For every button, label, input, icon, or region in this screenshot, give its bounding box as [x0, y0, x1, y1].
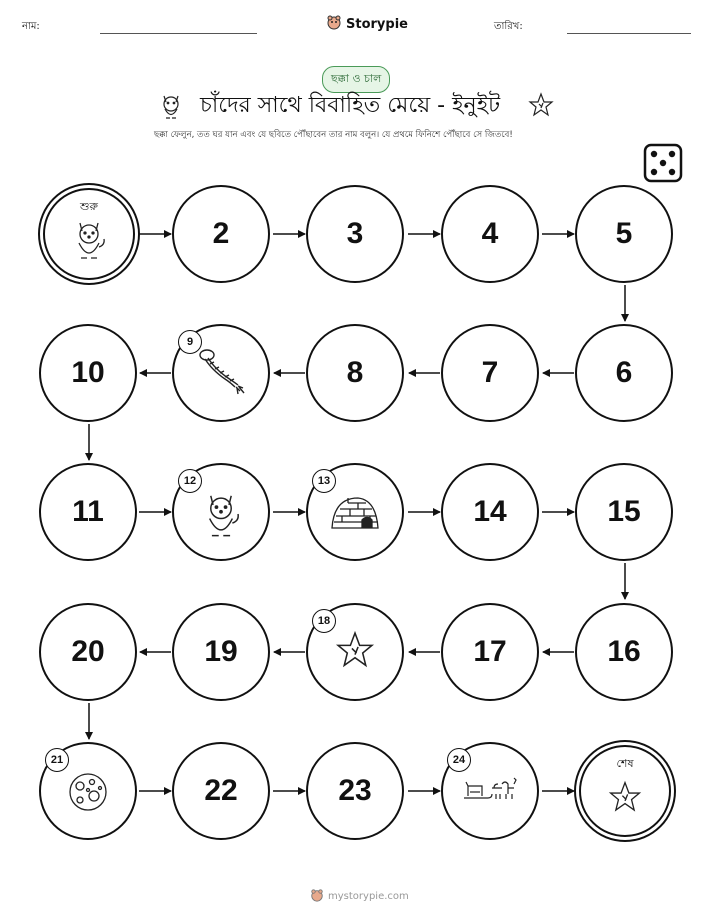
- igloo-icon: [328, 494, 382, 538]
- dog-icon: [69, 217, 109, 265]
- cell-24[interactable]: [441, 742, 539, 840]
- cell-11[interactable]: [39, 463, 137, 561]
- cell-20[interactable]: [39, 603, 137, 701]
- cell-number: 7: [481, 356, 499, 389]
- date-label: তারিখ:: [494, 21, 523, 32]
- cell-18[interactable]: [306, 603, 404, 701]
- storypie-logo-icon: [310, 888, 324, 905]
- cell-number: 22: [204, 774, 238, 807]
- cell-23[interactable]: [306, 742, 404, 840]
- cell-5[interactable]: [575, 185, 673, 283]
- cell-number: 14: [473, 495, 507, 528]
- cell-3[interactable]: [306, 185, 404, 283]
- cell-end[interactable]: [579, 745, 671, 837]
- dog-icon: [198, 489, 244, 543]
- cell-2[interactable]: [172, 185, 270, 283]
- cell-number: 6: [615, 356, 633, 389]
- cell-number: 11: [72, 495, 104, 528]
- cell-number: 2: [212, 217, 230, 250]
- cell-tag: 24: [447, 748, 471, 772]
- cell-start[interactable]: [43, 188, 135, 280]
- cell-number: 17: [473, 635, 507, 668]
- cell-tag: 21: [45, 748, 69, 772]
- cell-22[interactable]: [172, 742, 270, 840]
- cell-19[interactable]: [172, 603, 270, 701]
- sled-icon: [462, 774, 518, 808]
- cell-9[interactable]: [172, 324, 270, 422]
- cell-7[interactable]: [441, 324, 539, 422]
- cell-number: 15: [607, 495, 641, 528]
- cell-14[interactable]: [441, 463, 539, 561]
- cell-8[interactable]: [306, 324, 404, 422]
- cell-number: 20: [71, 635, 105, 668]
- cell-10[interactable]: [39, 324, 137, 422]
- page-title: চাঁদের সাথে বিবাহিত মেয়ে - ইনুইট: [200, 93, 501, 118]
- moon-icon: [66, 770, 110, 818]
- instructions: ছক্কা ফেলুন, তত ঘর যান এবং যে ছবিতে পৌঁছাবেন তার নাম বলুন। যে প্রথমে ফিনিশে পৌঁছাবে সে জিতবে!: [154, 130, 513, 140]
- cell-number: 3: [346, 217, 364, 250]
- cell-16[interactable]: [575, 603, 673, 701]
- cell-tag: 12: [178, 469, 202, 493]
- cell-tag: 9: [178, 330, 202, 354]
- cell-tag: 18: [312, 609, 336, 633]
- name-label: নাম:: [22, 21, 40, 32]
- brand-name: Storypie: [346, 16, 408, 32]
- category-badge: ছক্কা ও চাল: [322, 66, 390, 93]
- cell-number: 10: [71, 356, 105, 389]
- star-icon: [608, 780, 642, 818]
- cell-number: 8: [346, 356, 364, 389]
- cell-13[interactable]: [306, 463, 404, 561]
- cell-15[interactable]: [575, 463, 673, 561]
- footer-url[interactable]: mystorypie.com: [328, 891, 409, 902]
- cell-number: 16: [607, 635, 641, 668]
- cell-number: 23: [338, 774, 372, 807]
- cell-tag: 13: [312, 469, 336, 493]
- cell-17[interactable]: [441, 603, 539, 701]
- start-label: শুরু: [80, 200, 98, 213]
- cell-number: 19: [204, 635, 238, 668]
- cell-12[interactable]: [172, 463, 270, 561]
- end-label: শেষ: [616, 757, 634, 770]
- footer: [310, 888, 409, 905]
- star-icon: [335, 630, 375, 674]
- rope-icon: [193, 343, 249, 403]
- cell-4[interactable]: [441, 185, 539, 283]
- cell-21[interactable]: [39, 742, 137, 840]
- cell-number: 4: [481, 217, 499, 250]
- cell-number: 5: [615, 217, 633, 250]
- cell-6[interactable]: [575, 324, 673, 422]
